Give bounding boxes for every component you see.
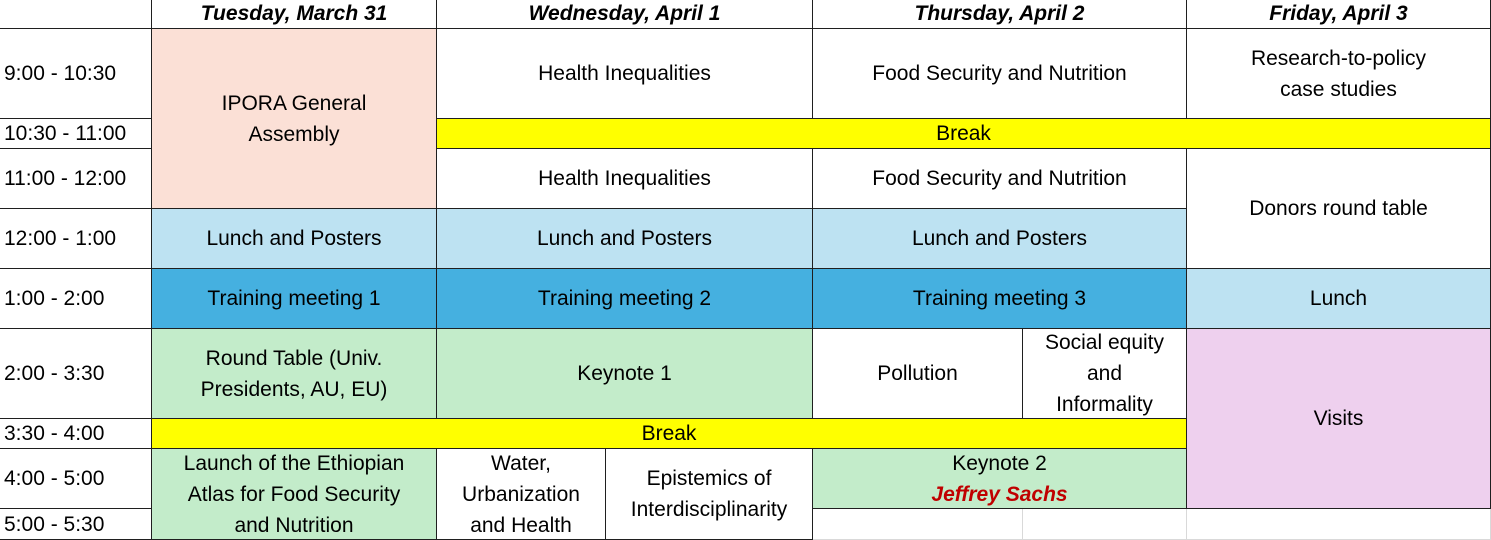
session-lunch-posters-wednesday <box>437 209 813 269</box>
session-title: IPORA General Assembly <box>221 91 367 146</box>
day-header-friday: Friday, April 3 <box>1187 0 1491 29</box>
session-water-urbanization-health <box>437 449 606 540</box>
session-food-security-2 <box>813 149 1187 209</box>
session-training-meeting-3 <box>813 269 1187 329</box>
session-health-inequalities-1 <box>437 29 813 119</box>
session-research-to-policy <box>1187 29 1491 119</box>
time-slot: 9:00 - 10:30 <box>0 29 152 119</box>
time-slot: 12:00 - 1:00 <box>0 209 152 269</box>
session-title: Water, Urbanization and Health <box>462 451 580 537</box>
time-slot: 3:30 - 4:00 <box>0 419 152 449</box>
time-slot: 5:00 - 5:30 <box>0 509 152 540</box>
day-header-tuesday: Tuesday, March 31 <box>152 0 437 29</box>
session-health-inequalities-2 <box>437 149 813 209</box>
time-slot: 11:00 - 12:00 <box>0 149 152 209</box>
session-title: Health Inequalities <box>538 62 711 85</box>
session-title: Keynote 1 <box>577 362 672 385</box>
session-title: Social equity and Informality <box>1044 331 1165 416</box>
time-slot: 1:00 - 2:00 <box>0 269 152 329</box>
session-pollution <box>813 329 1023 419</box>
session-food-security-1 <box>813 29 1187 119</box>
session-donors-round-table <box>1187 149 1491 269</box>
session-round-table <box>152 329 437 419</box>
session-lunch-posters-tuesday <box>152 209 437 269</box>
session-launch-ethiopian-atlas <box>152 449 437 540</box>
session-title: Lunch and Posters <box>911 227 1088 250</box>
session-title: Training meeting 3 <box>912 287 1087 310</box>
session-title: Food Security and Nutrition <box>872 167 1127 190</box>
empty-cell <box>813 509 1023 540</box>
session-title: Epistemics of Interdisciplinarity <box>630 467 788 521</box>
session-lunch-friday <box>1187 269 1491 329</box>
session-title: Training meeting 2 <box>537 287 712 310</box>
session-title: Keynote 2 <box>952 451 1047 475</box>
session-ipora-general-assembly <box>152 29 437 209</box>
session-title: Food Security and Nutrition <box>872 62 1127 85</box>
session-title: Visits <box>1313 407 1364 430</box>
time-slot: 4:00 - 5:00 <box>0 449 152 509</box>
session-keynote-1 <box>437 329 813 419</box>
keynote-speaker: Jeffrey Sachs <box>931 482 1068 506</box>
session-title: Break <box>641 422 697 445</box>
session-title: Donors round table <box>1249 197 1428 220</box>
time-slot: 10:30 - 11:00 <box>0 119 152 149</box>
session-title: Round Table (Univ. Presidents, AU, EU) <box>200 346 388 401</box>
session-title: Lunch and Posters <box>536 227 713 250</box>
session-keynote-2 <box>813 449 1187 509</box>
session-break-afternoon <box>152 419 1187 449</box>
session-title: Lunch <box>1309 287 1368 310</box>
session-lunch-posters-thursday <box>813 209 1187 269</box>
session-social-equity <box>1023 329 1187 419</box>
session-title: Pollution <box>877 362 958 385</box>
corner-cell <box>0 0 152 29</box>
empty-cell <box>1023 509 1187 540</box>
session-break-morning <box>437 119 1491 149</box>
day-header-thursday: Thursday, April 2 <box>813 0 1187 29</box>
session-epistemics <box>606 449 813 540</box>
session-visits <box>1187 329 1491 509</box>
session-training-meeting-1 <box>152 269 437 329</box>
empty-cell <box>1187 509 1491 540</box>
session-training-meeting-2 <box>437 269 813 329</box>
session-title: Break <box>936 122 991 145</box>
time-slot: 2:00 - 3:30 <box>0 329 152 419</box>
session-title: Launch of the Ethiopian Atlas for Food Security and Nutrition <box>183 451 405 537</box>
session-title: Research-to-policy case studies <box>1250 46 1427 101</box>
session-title: Health Inequalities <box>538 167 711 190</box>
day-header-wednesday: Wednesday, April 1 <box>437 0 813 29</box>
session-title: Lunch and Posters <box>206 227 382 250</box>
session-title: Training meeting 1 <box>207 287 381 310</box>
